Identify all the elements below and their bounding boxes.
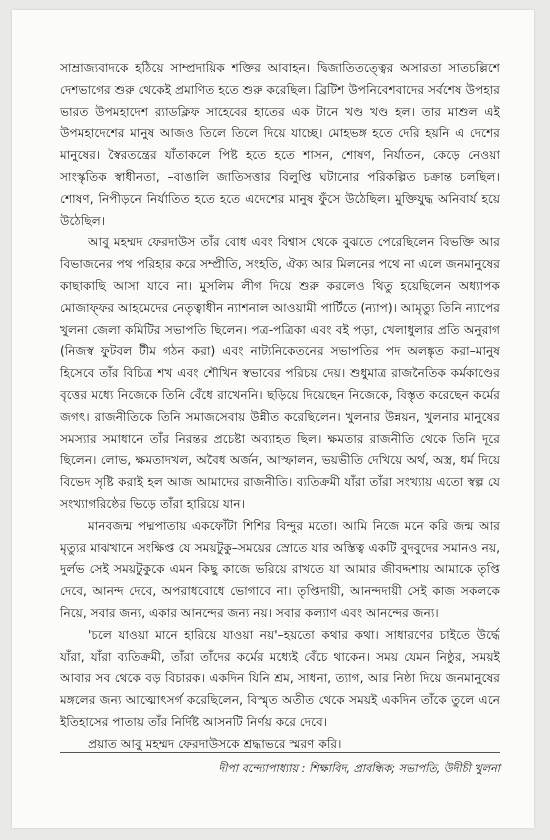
paragraph-5: প্রয়াত আবু মহম্মদ ফেরদাউসকে শ্রদ্ধাভরে স্মরণ করি।	[88, 736, 342, 751]
footer-divider	[60, 752, 500, 753]
paragraph-3: মানবজন্ম পদ্মপাতায় একফোঁটা শিশির বিন্দুর মতো। আমি নিজে মনে করি জন্ম আর মৃত্যুর মাঝখানে সংক্ষিপ্ত যে সময়টুকু–সময়ের স্রোতে যার অস্তিত্ব একটি বুদবুদের সমানও নয়, দুর্লভ সেই সময়টুকুকে এমন কিছু কাজে ভরিয়ে রাখতে যা আমার জীবদ্দশায় আমাকে তৃপ্তি দেবে, আনন্দ দেবে, অপরাধবোধে ভোগাবে না। তৃপ্তিদায়ী, আনন্দদায়ী সেই কাজ সকলকে নিয়ে, সবার জন্য, একার আনন্দের জন্য নয়। সবার কল্যাণ এবং আনন্দের জন্য।	[60, 518, 500, 620]
paragraph-2: আবু মহম্মদ ফেরদাউস তাঁর বোধ এবং বিশ্বাস থেকে বুঝতে পেরেছিলেন বিভক্তি আর বিভাজনের পথ পরিহার করে সম্প্রীতি, সংহতি, ঐক্য আর মিলনের পথে না এলে জনমানুষের কাছাকাছি আসা যাবে না। মুসলিম লীগ দিয়ে শুরু করলেও থিতু হয়েছিলেন অধ্যাপক মোজাফ্ফর আহমেদের নেতৃত্বাধীন ন্যাশনাল আওয়ামী পার্টিতে (ন্যাপ)। আমৃত্যু তিনি ন্যাপের খুলনা জেলা কমিটির সভাপতি ছিলেন। পত্র-পত্রিকা এবং বই পড়া, খেলাধুলার প্রতি অনুরাগ (নিজস্ব ফুটবল টীম গঠন করা) এবং নাট্যনিকেতনের সভাপতির পদ অলঙ্কৃত করা–মানুষ হিসেবে তাঁর বিচিত্র শখ এবং শৌখিন স্বভাবের পরিচয় দেয়। শুধুমাত্র রাজনৈতিক কর্মকাণ্ডের বৃত্তের মধ্যে নিজেকে তিনি বেঁধে রাখেননি। ছড়িয়ে দিয়েছেন নিজেকে, বিস্তৃত করেছেন কর্মের জগৎ। রাজনীতিকে তিনি সমাজসেবায় উন্নীত করেছিলেন। খুলনার উন্নয়ন, খুলনার মানুষের সমস্যার সমাধানে তাঁর নিরন্তর প্রচেষ্টা অব্যাহত ছিল। ক্ষমতার রাজনীতি থেকে তিনি দূরে ছিলেন। লোভ, ক্ষমতাদখল, অবৈধ অর্জন, আস্ফালন, ভয়ভীতি দেখিয়ে অর্থ, অস্ত্র, ধর্ম দিয়ে বিভেদ সৃষ্টি করাই হল আজ আমাদের রাজনীতি। ব্যতিক্রমী যাঁরা তাঁরা সংখ্যায় এতো স্বল্প যে সংখ্যাগরিষ্ঠের ভিড়ে তাঁরা হারিয়ে যান।	[60, 235, 500, 511]
author-signature: দীপা বন্দ্যোপাধ্যায় : শিক্ষাবিদ, প্রাবন্ধিক; সভাপতি, উদীচী খুলনা	[218, 762, 500, 775]
article-body	[60, 58, 500, 756]
paragraph-4: 'চলে যাওয়া মানে হারিয়ে যাওয়া নয়'–হয়তো কথার কথা। সাধারণের চাইতে উর্দ্ধে যাঁরা, যাঁরা ব্যতিক্রমী, তাঁরা তাঁদের কর্মের মধ্যেই বেঁচে থাকেন। সময় যেমন নিষ্ঠুর, সময়ই আবার সব থেকে বড় বিচারক। একদিন যিনি শ্রম, সাধনা, ত্যাগ, আর নিষ্ঠা দিয়ে জনমানুষের মঙ্গলের জন্য আত্মোৎসর্গ করেছিলেন, বিস্মৃত অতীত থেকে সময়ই একদিন তাঁকে তুলে এনে ইতিহাসের পাতায় তাঁর নির্দিষ্ট আসনটি নির্ণয় করে দেবে।	[60, 627, 500, 729]
paragraph-1: সাম্রাজ্যবাদকে হঠিয়ে সাম্প্রদায়িক শক্তির আবাহন। দ্বিজাতিতত্ত্বের অসারতা সাতচল্লিশে দেশভাগের শুরু থেকেই প্রমাণিত হতে শুরু করেছিল। ব্রিটিশ উপনিবেশবাদের সর্বশেষ উপহার ভারত উপমহাদেশ র‍্যাডক্লিফ সাহেবের হাতের এক টানে খণ্ড খণ্ড হল। তার মাশুল এই উপমহাদেশের মানুষ আজও তিলে তিলে দিয়ে যাচ্ছে। মোহভঙ্গ হতে দেরি হয়নি এ দেশের মানুষের। স্বৈরতন্ত্রের যাঁতাকলে পিষ্ট হতে হতে শাসন, শোষণ, নির্যাতন, কেড়ে নেওয়া সাংস্কৃতিক স্বাধীনতা, –বাঙালি জাতিসত্তার বিলুপ্তি ঘটানোর পরিকল্পিত চক্রান্ত চলছিল। শোষণ, নিপীড়নে নির্যাতিত হতে হতে এদেশের মানুষ ফুঁসে উঠেছিল। মুক্তিযুদ্ধ অনিবার্য হয়ে উঠেছিল।	[60, 61, 500, 228]
